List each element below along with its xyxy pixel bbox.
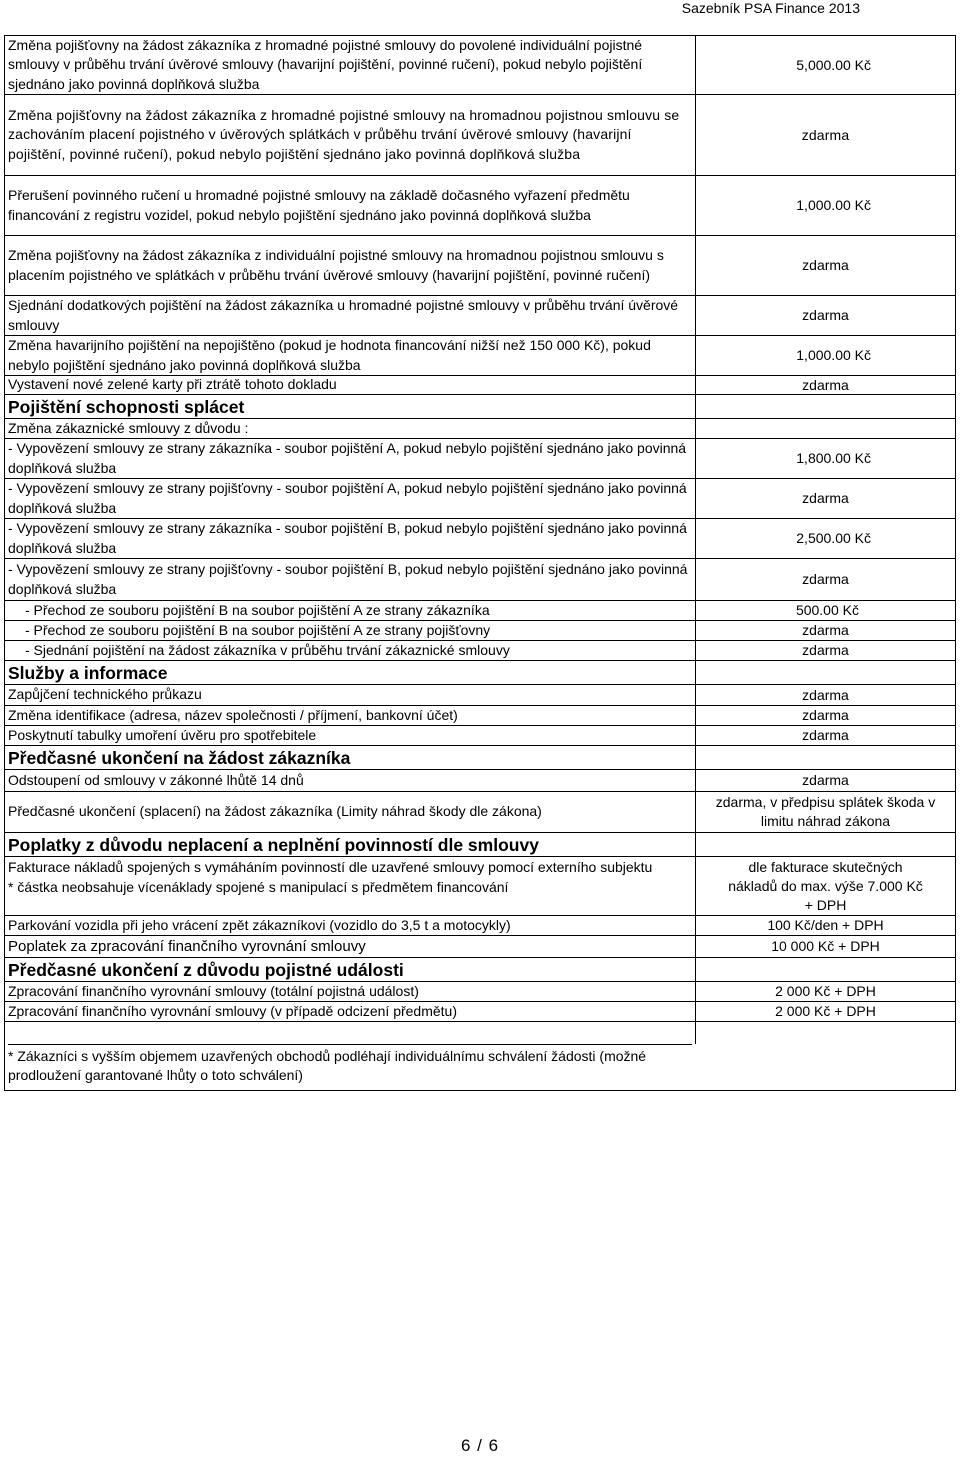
fee-description: Změna havarijního pojištění na nepojištěno (pokud je hodnota financování nižší než 150 000 Kč), pokud nebylo pojištění sjednáno jako povinná doplňková služba bbox=[8, 337, 651, 373]
fee-description: Vystavení nové zelené karty při ztrátě tohoto dokladu bbox=[8, 376, 337, 393]
table-row bbox=[5, 336, 955, 376]
fee-value: 1,000.00 Kč bbox=[796, 197, 871, 213]
fee-value: zdarma bbox=[802, 490, 849, 506]
fee-description-note: * částka neobsahuje vícenáklady spojené s manipulací s předmětem financování bbox=[8, 878, 509, 895]
table-row bbox=[5, 857, 955, 916]
fee-description bbox=[8, 857, 692, 916]
fee-description-text: - Vypovězení smlouvy ze strany pojišťovny - soubor pojištění A, pokud nebylo pojištění sjednáno jako povinná doplňková služba bbox=[8, 480, 687, 516]
fee-description: - Přechod ze souboru pojištění B na soubor pojištění A ze strany pojišťovny bbox=[25, 621, 491, 638]
page-number: 6 / 6 bbox=[460, 1436, 500, 1455]
fee-table bbox=[4, 35, 956, 1091]
fee-description: - Sjednání pojištění na žádost zákazníka v průběhu trvání zákaznické smlouvy bbox=[25, 641, 510, 658]
section-title: Předčasné ukončení z důvodu pojistné události bbox=[8, 959, 404, 980]
fee-value: 10 000 Kč + DPH bbox=[771, 938, 880, 954]
fee-description: - Přechod ze souboru pojištění B na soubor pojištění A ze strany zákazníka bbox=[25, 601, 490, 618]
fee-description bbox=[8, 559, 692, 600]
table-row bbox=[5, 916, 955, 936]
table-row bbox=[5, 376, 955, 395]
fee-value: 1,000.00 Kč bbox=[796, 347, 871, 363]
table-row bbox=[5, 770, 955, 792]
fee-description: Poskytnutí tabulky umoření úvěru pro spotřebitele bbox=[8, 726, 317, 743]
section-heading bbox=[5, 395, 955, 419]
table-row bbox=[5, 641, 955, 661]
table-row bbox=[5, 419, 955, 439]
fee-value: 5,000.00 Kč bbox=[796, 56, 871, 73]
table-row bbox=[5, 621, 955, 641]
table-row bbox=[5, 706, 955, 726]
section-heading bbox=[5, 958, 955, 982]
fee-value: 2 000 Kč + DPH bbox=[775, 983, 876, 999]
fee-description: Změna zákaznické smlouvy z důvodu : bbox=[8, 419, 249, 436]
section-title: Pojištění schopnosti splácet bbox=[8, 396, 245, 417]
table-row bbox=[5, 439, 955, 479]
section-title: Předčasné ukončení na žádost zákazníka bbox=[8, 747, 351, 768]
fee-value: zdarma bbox=[802, 257, 849, 273]
fee-description: Předčasné ukončení (splacení) na žádost zákazníka (Limity náhrad škody dle zákona) bbox=[8, 803, 542, 820]
fee-value: 1,800.00 Kč bbox=[796, 450, 871, 466]
fee-value: zdarma bbox=[802, 376, 849, 393]
fee-value: zdarma bbox=[802, 772, 849, 788]
table-row bbox=[5, 559, 955, 601]
fee-description: Parkování vozidla při jeho vrácení zpět zákazníkovi (vozidlo do 3,5 t a motocykly) bbox=[8, 916, 511, 933]
fee-description-text: - Vypovězení smlouvy ze strany zákazníka - soubor pojištění A, pokud nebylo pojištění sjednáno jako povinná doplňková služba bbox=[8, 440, 687, 476]
table-row bbox=[5, 296, 955, 336]
fee-description: Sjednání dodatkových pojištění na žádost zákazníka u hromadné pojistné smlouvy v průběhu trvání úvěrové smlouvy bbox=[8, 297, 679, 333]
fee-value: 2,500.00 Kč bbox=[796, 530, 871, 546]
fee-description: Přerušení povinného ručení u hromadné pojistné smlouvy na základě dočasného vyřazení předmětu financování z registru vozidel, pokud nebylo pojištění sjednáno jako povinná doplňková služba bbox=[8, 187, 630, 223]
fee-value: zdarma bbox=[802, 707, 849, 723]
table-row bbox=[5, 236, 955, 296]
table-row bbox=[5, 792, 955, 833]
fee-value: zdarma bbox=[801, 126, 850, 143]
section-heading bbox=[5, 833, 955, 857]
section-title: Služby a informace bbox=[8, 662, 168, 683]
fee-description bbox=[8, 479, 692, 518]
fee-description: Zpracování finančního vyrovnání smlouvy (v případě odcizení předmětu) bbox=[8, 1002, 458, 1019]
table-row bbox=[5, 1002, 955, 1022]
fee-value: 2 000 Kč + DPH bbox=[775, 1003, 876, 1019]
fee-description-text: - Vypovězení smlouvy ze strany pojišťovny - soubor pojištění B, pokud nebylo pojištění sjednáno jako povinná doplňková služba bbox=[8, 561, 688, 597]
fee-value: dle fakturace skutečných nákladů do max. výše 7.000 Kč + DPH bbox=[728, 859, 923, 913]
fee-description: Změna identifikace (adresa, název společnosti / příjmení, bankovní účet) bbox=[8, 706, 458, 723]
table-row bbox=[5, 479, 955, 519]
fee-value: zdarma bbox=[802, 571, 849, 587]
fee-description: Zpracování finančního vyrovnání smlouvy (totální pojistná událost) bbox=[8, 982, 419, 999]
section-heading bbox=[5, 746, 955, 770]
fee-value: zdarma, v předpisu splátek škoda v limitu náhrad zákona bbox=[715, 794, 936, 829]
table-row bbox=[5, 601, 955, 621]
fee-description: Odstoupení od smlouvy v zákonné lhůtě 14 dnů bbox=[8, 771, 304, 788]
fee-value: zdarma bbox=[802, 622, 849, 638]
footnote: * Zákazníci s vyšším objemem uzavřených obchodů podléhají individuálnímu schválení žádosti (možné prodloužení garantované lhůty o toto schválení) bbox=[8, 1044, 692, 1088]
table-row bbox=[5, 982, 955, 1002]
fee-description bbox=[8, 519, 692, 558]
fee-description: Zapůjčení technického průkazu bbox=[8, 686, 202, 703]
fee-description: Změna pojišťovny na žádost zákazníka z hromadné pojistné smlouvy do povolené individuální pojistné smlouvy v průběhu trvání úvěrové smlouvy (havarijní pojištění, povinné ručení), pokud nebylo pojištění sjednáno jako povinná doplňková služba bbox=[8, 36, 643, 92]
document-header: Sazebník PSA Finance 2013 bbox=[681, 0, 860, 16]
fee-description bbox=[8, 439, 692, 478]
fee-value: zdarma bbox=[802, 727, 849, 743]
fee-value: 100 Kč/den + DPH bbox=[767, 917, 884, 933]
table-row bbox=[5, 726, 955, 746]
fee-value: zdarma bbox=[802, 686, 849, 703]
fee-value: zdarma bbox=[802, 642, 849, 658]
table-row bbox=[5, 95, 955, 176]
fee-value: zdarma bbox=[802, 307, 849, 323]
fee-value: 500.00 Kč bbox=[795, 602, 859, 618]
fee-description: Změna pojišťovny na žádost zákazníka z individuální pojistné smlouvy na hromadnou pojistnou smlouvu s placením pojistného ve splátkách v průběhu trvání úvěrové smlouvy (havarijní pojištění, povinné ručení) bbox=[8, 247, 664, 283]
table-row bbox=[5, 685, 955, 706]
fee-description: Poplatek za zpracování finančního vyrovnání smlouvy bbox=[8, 937, 366, 955]
fee-description-text: Fakturace nákladů spojených s vymáháním povinností dle uzavřené smlouvy pomocí externího subjektu bbox=[8, 859, 653, 875]
table-row bbox=[5, 176, 955, 236]
table-row bbox=[5, 936, 955, 958]
section-heading bbox=[5, 661, 955, 685]
fee-description-text: - Vypovězení smlouvy ze strany zákazníka - soubor pojištění B, pokud nebylo pojištění sjednáno jako povinná doplňková služba bbox=[8, 520, 687, 556]
table-row bbox=[5, 519, 955, 559]
fee-description: Změna pojišťovny na žádost zákazníka z hromadné pojistné smlouvy na hromadnou pojistnou smlouvu se zachováním placení pojistného v úvěrových splátkách v průběhu trvání úvěrové smlouvy (havarijní pojištění, povinné ručení), pokud nebylo pojištění sjednáno jako povinná doplňková služba bbox=[8, 106, 680, 162]
table-row bbox=[5, 36, 955, 95]
section-title: Poplatky z důvodu neplacení a neplnění povinností dle smlouvy bbox=[8, 834, 539, 855]
